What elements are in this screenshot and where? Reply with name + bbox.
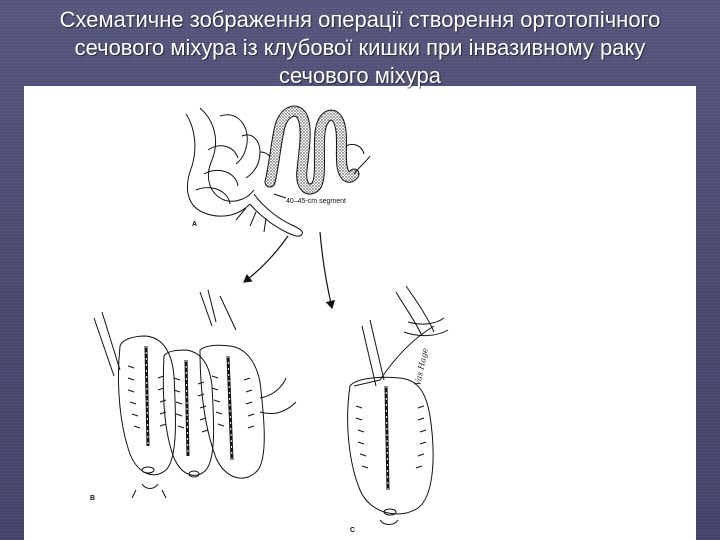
slide-title-line-2: сечового міхура із клубової кишки при інвазивному раку [74,35,646,60]
slide-title-line-1: Схематичне зображення операції створення ортотопічного [59,7,661,32]
slide-title-line-3: сечового міхура [278,63,441,88]
panel-c-label: C [350,527,356,534]
panel-a-ileum [186,108,370,236]
illustrator-signature: Vas Hage [413,347,430,387]
arrow-to-panel-b [244,236,288,282]
panel-b-label: B [90,495,96,502]
segment-length-label: 40–45-cm segment [286,198,346,205]
panel-b-detubularized-pouch [94,290,296,498]
arrow-to-panel-c [320,232,332,308]
panel-a-label: A [192,221,198,228]
surgical-illustration [24,86,696,540]
illustration-drawing [24,86,696,540]
slide-title [0,6,720,90]
panel-c-folded-pouch [348,286,448,525]
